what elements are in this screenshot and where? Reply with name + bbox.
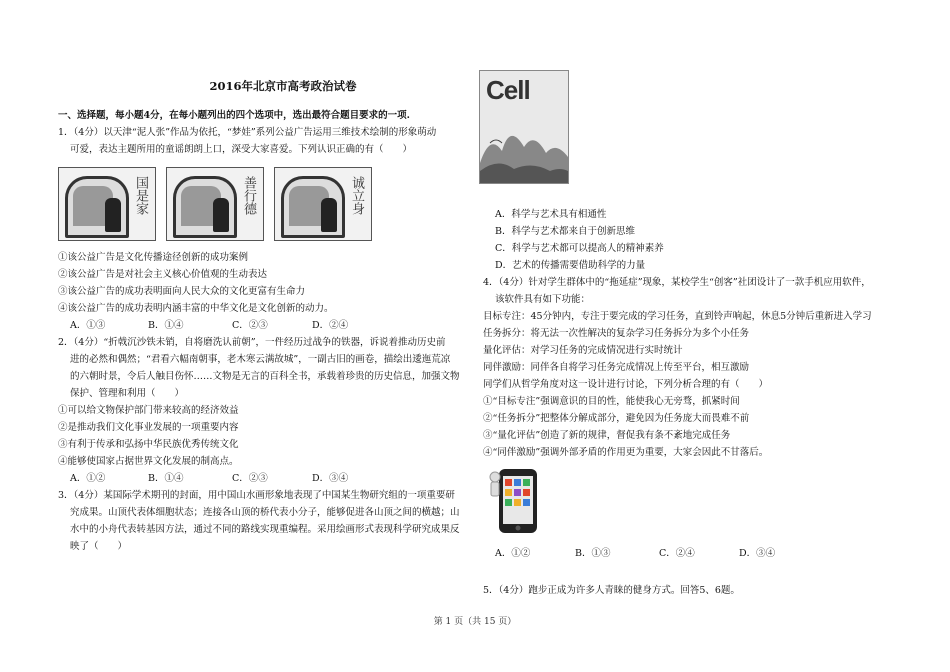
poster-lettering: 善行德 xyxy=(241,176,256,215)
poster-image xyxy=(166,167,264,241)
q2-item: ②是推动我们文化事业发展的一项重要内容 xyxy=(58,422,239,433)
q1-item: ②该公益广告是对社会主义核心价值观的生动表达 xyxy=(58,269,268,280)
cell-journal-cover xyxy=(479,70,569,184)
q4-feature: 量化评估：对学习任务的完成情况进行实时统计 xyxy=(483,345,683,356)
option-d[interactable]: D．③④ xyxy=(312,473,349,484)
q4-feature: 同学们从哲学角度对这一设计进行讨论，下列分析合理的有（ ） xyxy=(483,379,769,390)
cover-title: Cell xyxy=(486,75,530,105)
q4-item: ①“目标专注”强调意识的目的性，能使我心无旁骛，抓紧时间 xyxy=(483,396,740,407)
q2-item: ③有利于传承和弘扬中华民族优秀传统文化 xyxy=(58,439,239,450)
q4-stem-line: 该软件具有如下功能： xyxy=(495,294,591,305)
q3-stem-line: 3．（4分）某国际学术期刊的封面，用中国山水画形象地表现了中国某生物研究组的一项重要研 xyxy=(58,490,455,501)
option-c[interactable]: C．②③ xyxy=(232,473,268,484)
q4-item: ④“同伴激励”强调外部矛盾的作用更为重要，大家会因此不甘落后。 xyxy=(483,447,769,458)
option-a[interactable]: A．①② xyxy=(495,548,531,559)
q3-option[interactable]: D．艺术的传播需要借助科学的力量 xyxy=(495,260,646,271)
q2-item: ④能够使国家占据世界文化发展的制高点。 xyxy=(58,456,239,467)
q3-stem-line: 映了（ ） xyxy=(70,541,128,552)
doll-figure xyxy=(213,198,229,232)
poster-lettering: 诚立身 xyxy=(349,176,364,215)
q4-stem-line: 4．（4分）针对学生群体中的“拖延症”现象，某校学生“创客”社团设计了一款手机应用软件， xyxy=(483,277,871,288)
q2-stem-line: 保护、管理和利用（ ） xyxy=(70,388,185,399)
smartphone-icon xyxy=(487,467,557,535)
q3-option[interactable]: B．科学与艺术都来自于创新思维 xyxy=(495,226,635,237)
option-c[interactable]: C．②③ xyxy=(232,320,268,331)
section-heading: 一、选择题，每小题4分，在每小题列出的四个选项中，选出最符合题目要求的一项. xyxy=(58,110,410,121)
q2-stem-line: 的六朝时景，令后人触目伤怀……文物是无言的百科全书，承载着珍贵的历史信息，加强文物 xyxy=(70,371,460,382)
poster-image xyxy=(274,167,372,241)
spacer xyxy=(483,562,893,582)
option-b[interactable]: B．①③ xyxy=(575,548,611,559)
option-a[interactable]: A．①② xyxy=(70,473,106,484)
q1-image-row xyxy=(58,167,468,239)
q1-stem-line: 可爱，表达主题所用的童谣朗朗上口，深受大家喜爱。下列认识正确的有（ ） xyxy=(70,144,413,155)
page-footer: 第 1 页（共 15 页） xyxy=(433,617,517,627)
option-a[interactable]: A．①③ xyxy=(70,320,106,331)
option-d[interactable]: D．③④ xyxy=(739,548,776,559)
doll-figure xyxy=(105,198,121,232)
q4-feature: 同伴激励：同伴各自将学习任务完成情况上传至平台，相互激励 xyxy=(483,362,750,373)
q3-stem-line: 水中的小舟代表转基因方法，通过不同的路线实现重编程。采用绘画形式表现科学研究成果反 xyxy=(70,524,460,535)
option-d[interactable]: D．②④ xyxy=(312,320,349,331)
q4-item: ③“量化评估”创造了新的规律，督促我有条不紊地完成任务 xyxy=(483,430,731,441)
q1-stem-line: 1．（4分）以天津“泥人张”作品为依托，“梦娃”系列公益广告运用三维技术绘制的形象萌动 xyxy=(58,127,437,138)
q1-item: ①该公益广告是文化传播途径创新的成功案例 xyxy=(58,252,249,263)
left-column xyxy=(58,78,468,555)
phone-image xyxy=(487,467,557,535)
q4-options xyxy=(483,545,893,562)
option-c[interactable]: C．②④ xyxy=(659,548,695,559)
q2-stem-line: 进的必然和偶然；“君看六幅南朝事，老木寒云满故城”，一副古旧的画卷，描绘出逶迤荒凉 xyxy=(70,354,451,365)
q5-stem: 5．（4分）跑步正成为许多人青睐的健身方式。回答5、6题。 xyxy=(483,585,740,596)
right-column xyxy=(483,70,893,599)
q2-options xyxy=(58,470,468,487)
q3-option[interactable]: A．科学与艺术具有相通性 xyxy=(495,209,607,220)
q1-item: ④该公益广告的成功表明内涵丰富的中华文化是文化创新的动力。 xyxy=(58,303,334,314)
q2-item: ①可以给文物保护部门带来较高的经济效益 xyxy=(58,405,239,416)
doll-figure xyxy=(321,198,337,232)
q3-stem-line: 究成果。山顶代表体细胞状态；连接各山顶的桥代表小分子，能够促进各山顶之间的横越；山 xyxy=(70,507,460,518)
q2-stem-line: 2．（4分）“折戟沉沙铁未销，自将磨洗认前朝”，一件经历过战争的铁器，诉说着推动历史前 xyxy=(58,337,446,348)
option-b[interactable]: B．①④ xyxy=(148,320,184,331)
landscape-painting xyxy=(480,113,568,183)
q1-options xyxy=(58,317,468,334)
q4-feature: 任务拆分：将无法一次性解决的复杂学习任务拆分为多个小任务 xyxy=(483,328,750,339)
option-b[interactable]: B．①④ xyxy=(148,473,184,484)
q4-item: ②“任务拆分”把整体分解成部分，避免因为任务庞大而畏难不前 xyxy=(483,413,750,424)
page-title: 2016年北京市高考政治试卷 xyxy=(209,79,357,93)
poster-lettering: 国是家 xyxy=(133,176,148,215)
poster-image xyxy=(58,167,156,241)
q1-item: ③该公益广告的成功表明面向人民大众的文化更富有生命力 xyxy=(58,286,306,297)
q3-option[interactable]: C．科学与艺术都可以提高人的精神素养 xyxy=(495,243,664,254)
q4-feature: 目标专注：45分钟内，专注于要完成的学习任务，直到铃声响起，休息5分钟后重新进入学习 xyxy=(483,311,872,322)
